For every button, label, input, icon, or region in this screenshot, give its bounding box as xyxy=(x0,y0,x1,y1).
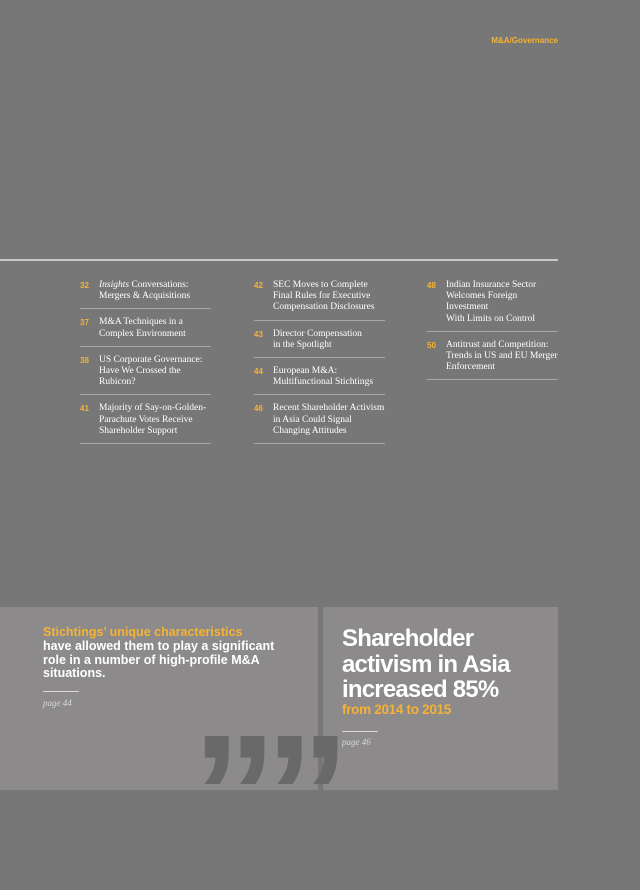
quote-rule xyxy=(43,691,79,692)
toc-page-number: 44 xyxy=(254,367,263,377)
toc-entry[interactable] xyxy=(254,280,385,321)
toc-entry[interactable] xyxy=(254,366,385,395)
toc-page-number: 32 xyxy=(80,281,89,290)
toc-page-number: 37 xyxy=(80,318,89,328)
toc-title-text: Conversations: Mergers & Acquisitions xyxy=(99,280,191,302)
quote-marks-icon: ”” xyxy=(192,700,338,890)
toc-title xyxy=(273,403,384,437)
toc-title xyxy=(446,280,558,325)
toc-column-1 xyxy=(80,280,211,452)
toc-title-text: SEC Moves to Complete Final Rules for Executive Compensation Disclosures xyxy=(273,280,375,313)
toc-title xyxy=(99,280,190,302)
toc-column-3 xyxy=(427,280,558,388)
toc-title-text: Indian Insurance Sector Welcomes Foreign Investment With Limits on Control xyxy=(446,280,537,324)
toc-entry[interactable] xyxy=(254,329,385,358)
quote-page-ref[interactable]: page 44 xyxy=(43,698,72,708)
toc-title-text: European M&A: Multifunctional Stichtings xyxy=(273,366,374,388)
toc-column-2 xyxy=(254,280,385,452)
toc-title-italic: Insights xyxy=(99,280,130,290)
stat-page-ref[interactable]: page 46 xyxy=(342,737,371,747)
toc-title-text: Recent Shareholder Activism in Asia Could Signal Changing Attitudes xyxy=(273,403,385,436)
toc-page-number: 50 xyxy=(427,340,436,350)
toc-title xyxy=(446,340,558,374)
stat-rule xyxy=(342,731,378,732)
toc-title-text: Majority of Say-on-Golden- Parachute Votes Receive Shareholder Support xyxy=(99,403,207,436)
toc-title xyxy=(99,403,206,437)
toc-page-number: 43 xyxy=(254,329,263,339)
toc-page-number: 41 xyxy=(80,404,89,414)
toc-entry[interactable] xyxy=(80,280,211,309)
quote-body: have allowed them to play a significant role in a number of high-profile M&A situations. xyxy=(43,639,275,680)
stat-subline: from 2014 to 2015 xyxy=(342,702,451,717)
toc-title-text: Antitrust and Competition: Trends in US and EU Merger Enforcement xyxy=(446,339,558,373)
top-divider xyxy=(0,259,558,261)
toc-title-text: Director Compensation in the Spotlight xyxy=(273,328,362,350)
toc-title-text: US Corporate Governance: Have We Crossed the Rubicon? xyxy=(99,354,203,388)
toc-title xyxy=(99,355,202,389)
toc-entry[interactable] xyxy=(254,403,385,444)
toc-entry[interactable] xyxy=(80,355,211,396)
toc-entry[interactable] xyxy=(427,280,558,332)
toc-title xyxy=(273,366,373,388)
quote-lead: Stichtings’ unique characteristics xyxy=(43,625,243,639)
section-tag: M&A/Governance xyxy=(491,36,558,45)
toc-entry[interactable] xyxy=(80,317,211,346)
toc-title xyxy=(273,329,362,351)
toc-entry[interactable] xyxy=(427,340,558,381)
toc-page-number: 48 xyxy=(427,281,436,290)
stat-headline: Shareholder activism in Asia increased 85% xyxy=(342,625,510,703)
toc-page-number: 46 xyxy=(254,404,263,414)
toc-page-number: 38 xyxy=(80,355,89,365)
toc-title xyxy=(99,317,186,339)
toc-title xyxy=(273,280,375,314)
toc-title-text: M&A Techniques in a Complex Environment xyxy=(99,317,186,339)
toc-page-number: 42 xyxy=(254,281,263,290)
toc-entry[interactable] xyxy=(80,403,211,444)
